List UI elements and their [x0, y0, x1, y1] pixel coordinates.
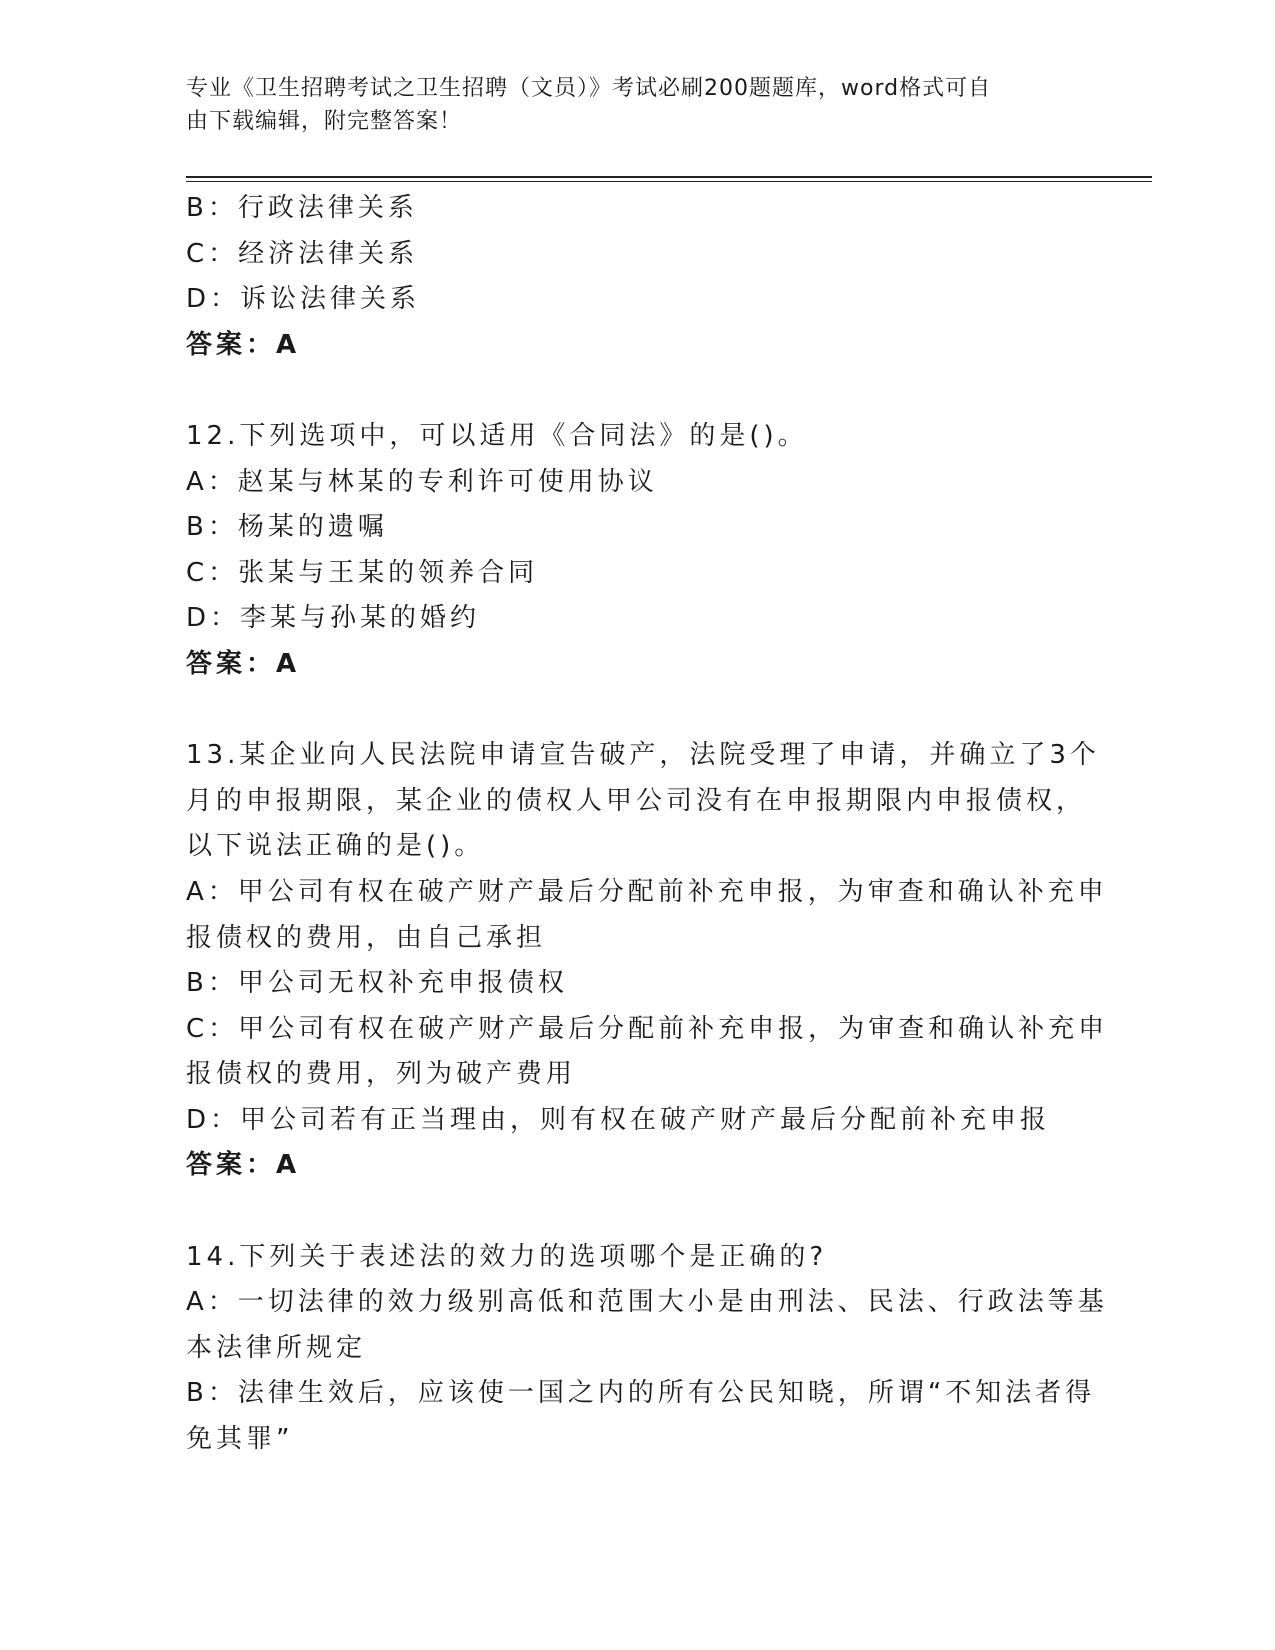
question-content	[186, 186, 1109, 1463]
option-b: B：行政法律关系	[186, 193, 418, 223]
question-13	[186, 733, 1109, 1189]
header-rule-thin	[186, 181, 1152, 182]
question-12	[186, 414, 1086, 688]
option-c: C：经济法律关系	[186, 238, 419, 269]
spacer	[186, 368, 1086, 414]
option-b-line-1: B：法律生效后，应该使一国之内的所有公民知晓，所谓“不知法者得	[186, 1378, 1096, 1409]
question-14	[186, 1235, 1108, 1463]
option-a: A：赵某与林某的专利许可使用协议	[186, 466, 658, 497]
answer: 答案：A	[186, 648, 301, 679]
option-c: C：张某与王某的领养合同	[186, 557, 539, 588]
header-line-1: 专业《卫生招聘考试之卫生招聘（文员）》考试必刷200题题库，word格式可自	[186, 76, 992, 101]
answer: 答案：A	[186, 1150, 301, 1181]
option-b-line-2: 免其罪”	[186, 1424, 294, 1455]
question-text-line-2: 月的申报期限，某企业的债权人甲公司没有在申报期限内申报债权，	[186, 785, 1087, 816]
option-c-line-2: 报债权的费用，列为破产费用	[186, 1059, 577, 1090]
spacer	[186, 1189, 1086, 1235]
document-header	[186, 72, 1086, 138]
option-c-line-1: C：甲公司有权在破产财产最后分配前补充申报，为审查和确认补充申	[186, 1013, 1109, 1044]
question-text-line-3: 以下说法正确的是()。	[186, 831, 485, 862]
option-a-line-1: A：一切法律的效力级别高低和范围大小是由刑法、民法、行政法等基	[186, 1287, 1108, 1318]
header-line-2: 由下载编辑，附完整答案！	[186, 109, 463, 134]
answer: 答案：A	[186, 329, 301, 360]
option-a-line-1: A：甲公司有权在破产财产最后分配前补充申报，为审查和确认补充申	[186, 876, 1108, 907]
option-d: D：甲公司若有正当理由，则有权在破产财产最后分配前补充申报	[186, 1104, 1051, 1135]
option-a-line-2: 报债权的费用，由自己承担	[186, 922, 547, 953]
option-b: B：杨某的遗嘱	[186, 512, 388, 543]
option-d: D：诉讼法律关系	[186, 284, 421, 315]
question-text-line-1: 13.某企业向人民法院申请宣告破产，法院受理了申请，并确立了3个	[186, 740, 1100, 771]
option-b: B：甲公司无权补充申报债权	[186, 968, 568, 999]
question-11-tail	[186, 186, 1086, 368]
header-rule-thick	[186, 176, 1152, 178]
question-text: 14.下列关于表述法的效力的选项哪个是正确的?	[186, 1241, 828, 1272]
question-text: 12.下列选项中，可以适用《合同法》的是()。	[186, 420, 808, 451]
option-a-line-2: 本法律所规定	[186, 1332, 367, 1363]
option-d: D：李某与孙某的婚约	[186, 603, 481, 634]
spacer	[186, 688, 1086, 734]
